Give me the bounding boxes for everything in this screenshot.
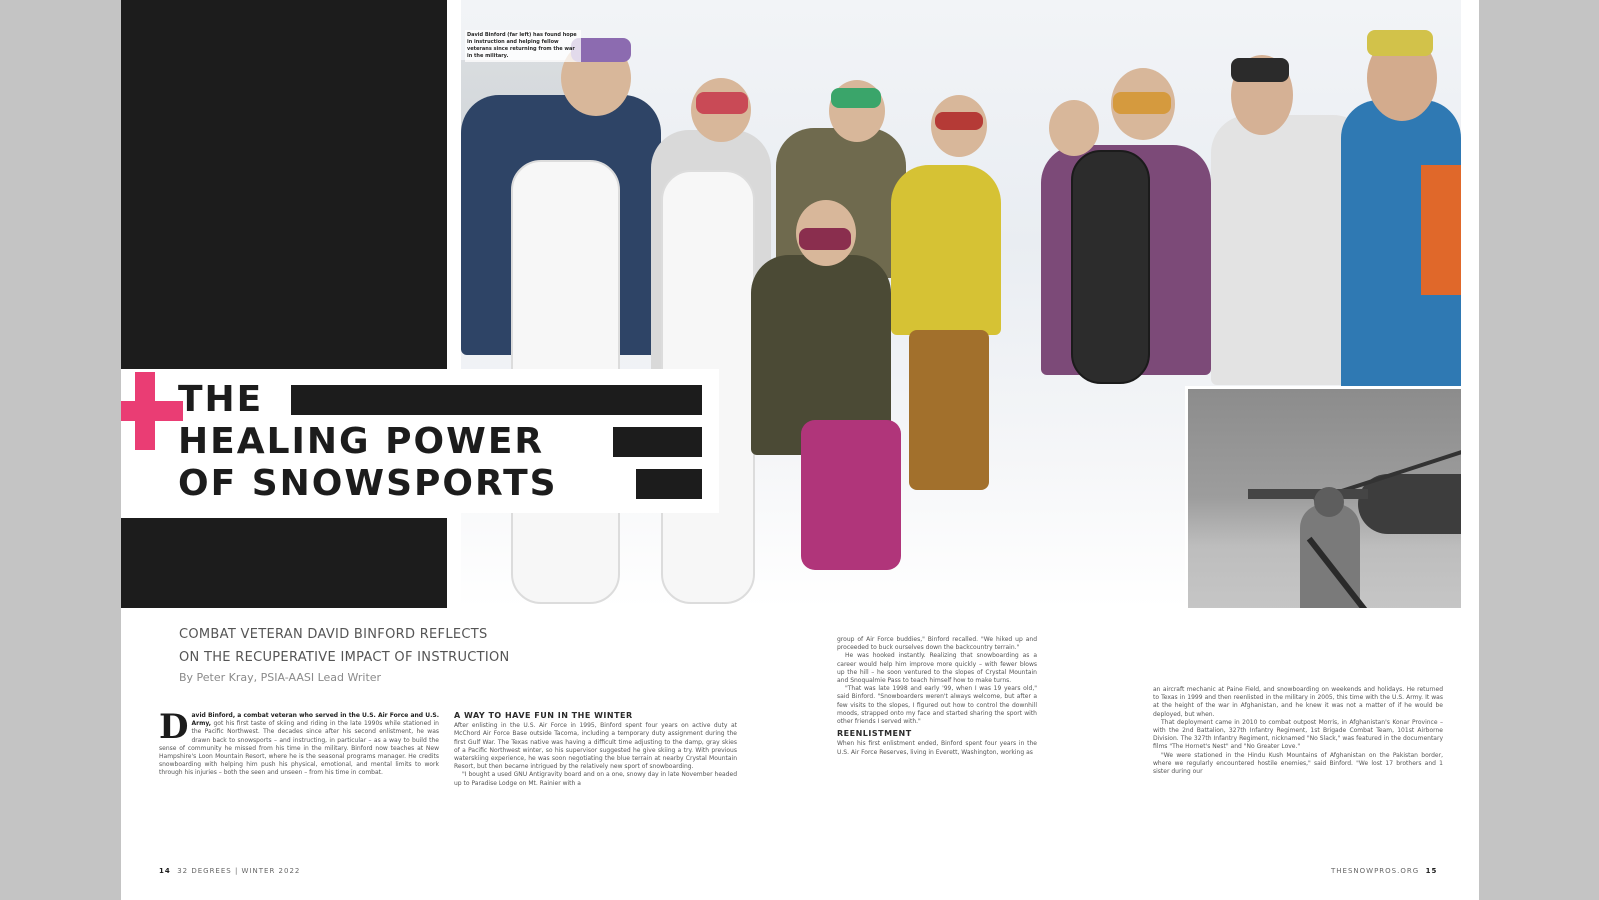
person-3-goggles xyxy=(831,88,881,108)
page-number-right: 15 xyxy=(1425,867,1438,875)
person-blue-goggles xyxy=(1367,30,1433,56)
black-block-bottom xyxy=(121,518,447,608)
soldier-head xyxy=(1314,487,1344,517)
person-yellow-goggles xyxy=(935,112,983,130)
body-column-2 xyxy=(454,712,737,852)
title-line-1: THE xyxy=(178,379,264,420)
col2-text: After enlisting in the U.S. Air Force in 1995, Binford spent four years on active duty at McChord Air Force Base outside Tacoma, including a temporary duty assignment during the first Gulf War. The Texas native was having a difficult time adjusting to the damp, gray skies of a Pacific Northwest winter, so his supervisor suggested he give skiing a try. With previous waterskiing experience, he was soon negotiating the blue terrain at nearby Crystal Mountain Resort, but then became intrigued by the relatively new sport of snowboarding. xyxy=(454,722,737,771)
group-photo xyxy=(461,0,1461,608)
col3-text-2: He was hooked instantly. Realizing that snowboarding as a career would help him improve more quickly – with fewer blows up the hill – he soon ventured to the slopes of Crystal Mountain and Snoqualmie Pass to teach himself how to make turns. xyxy=(837,652,1037,685)
deck-line-2: ON THE RECUPERATIVE IMPACT OF INSTRUCTION xyxy=(179,650,510,665)
orange-panel xyxy=(1421,165,1461,295)
subhead-reenlistment: REENLISTMENT xyxy=(837,729,912,739)
yellow-pants xyxy=(909,330,989,490)
magazine-spread xyxy=(121,0,1479,900)
col3-text: group of Air Force buddies," Binford recalled. "We hiked up and proceeded to buck ourselves down the backcountry terrain." xyxy=(837,636,1037,652)
person-4-head xyxy=(1049,100,1099,156)
col3-text-4: When his first enlistment ended, Binford spent four years in the U.S. Air Force Reserves, living in Everett, Washington, working as xyxy=(837,740,1037,756)
col3-text-3: "That was late 1998 and early '99, when I was 19 years old," said Binford. "Snowboarders weren't always welcome, but after a few visits to the slopes, I figured out how to control the downhill moods, strapped onto my face and started sharing the sport with other friends I served with." xyxy=(837,685,1037,726)
col2-text-2: "I bought a used GNU Antigravity board and on a one, snowy day in late November headed up to Paradise Lodge on Mt. Rainier with a xyxy=(454,771,737,787)
drop-cap: D xyxy=(159,712,189,747)
byline: By Peter Kray, PSIA-AASI Lead Writer xyxy=(179,671,382,684)
folio-right xyxy=(1331,867,1437,875)
folio-left xyxy=(159,867,300,875)
person-kneeling-goggles xyxy=(799,228,851,250)
folio-left-text: 32 DEGREES | WINTER 2022 xyxy=(177,867,301,875)
person-purple-goggles xyxy=(1113,92,1171,114)
kneeling-pants xyxy=(801,420,901,570)
col4-text-3: "We were stationed in the Hindu Kush Mountains of Afghanistan on the Pakistan border, where we regularly encountered hostile enemies," said Binford. "We lost 17 brothers and 1 sister during our xyxy=(1153,751,1443,776)
col4-text-2: That deployment came in 2010 to combat outpost Morris, in Afghanistan's Konar Province – with the 2nd Battalion, 327th Infantry Regiment, 1st Brigade Combat Team, 101st Airborne Division. The 327th Infantry Regiment, nicknamed "No Slack," was featured in the documentary films "The Hornet's Nest" and "No Greater Love." xyxy=(1153,718,1443,751)
title-line-2: HEALING POWER xyxy=(178,421,545,462)
person-2-goggles xyxy=(696,92,748,114)
page-number-left: 14 xyxy=(159,867,171,875)
body-column-3 xyxy=(837,636,1037,854)
body-column-1 xyxy=(159,712,439,852)
helicopter-body xyxy=(1358,474,1461,534)
subhead-fun-in-winter: A WAY TO HAVE FUN IN THE WINTER xyxy=(454,712,633,720)
col1-text: got his first taste of skiing and riding in the late 1990s while stationed in the Pacific Northwest. The decades since after his second enlistment, he was drawn back to snowsports – and instructing, in particular – as a way to build the sense of community he missed from his time in the military. Binford now teaches at New Hampshire's Loon Mountain Resort, where he is the seasonal programs manager. He credits snowboarding with helping him push his physical, emotional, and mental limits to work through his injuries – both the seen and unseen – from his time in combat. xyxy=(159,720,439,777)
snowboard-black xyxy=(1071,150,1150,384)
helicopter-tail xyxy=(1248,489,1368,499)
deck-line-1: COMBAT VETERAN DAVID BINFORD REFLECTS xyxy=(179,627,488,642)
title-bar-2 xyxy=(613,427,702,457)
cross-icon-horizontal xyxy=(121,401,183,421)
title-bar-1 xyxy=(291,385,702,415)
person-white-goggles xyxy=(1231,58,1289,82)
title-bar-3 xyxy=(636,469,702,499)
col4-text: an aircraft mechanic at Paine Field, and snowboarding on weekends and holidays. He returned to Texas in 1999 and then reenlisted in the military in 2005, this time with the U.S. Army. It was at the height of the war in Afghanistan, and he knew it was not a matter of if he would be deployed, but when. xyxy=(1153,686,1443,718)
title-line-3: OF SNOWSPORTS xyxy=(178,463,558,504)
black-block-top xyxy=(121,0,447,369)
folio-right-text: THESNOWPROS.ORG xyxy=(1331,867,1420,875)
lead-in: avid Binford, a combat veteran who served in the U.S. Air Force and U.S. Army, xyxy=(191,712,439,728)
inset-photo-soldier xyxy=(1185,386,1461,608)
photo-caption: David Binford (far left) has found hope in instruction and helping fellow veterans since returning from the war in the military. xyxy=(465,30,581,62)
person-yellow xyxy=(891,165,1001,335)
body-column-4 xyxy=(1153,686,1443,854)
